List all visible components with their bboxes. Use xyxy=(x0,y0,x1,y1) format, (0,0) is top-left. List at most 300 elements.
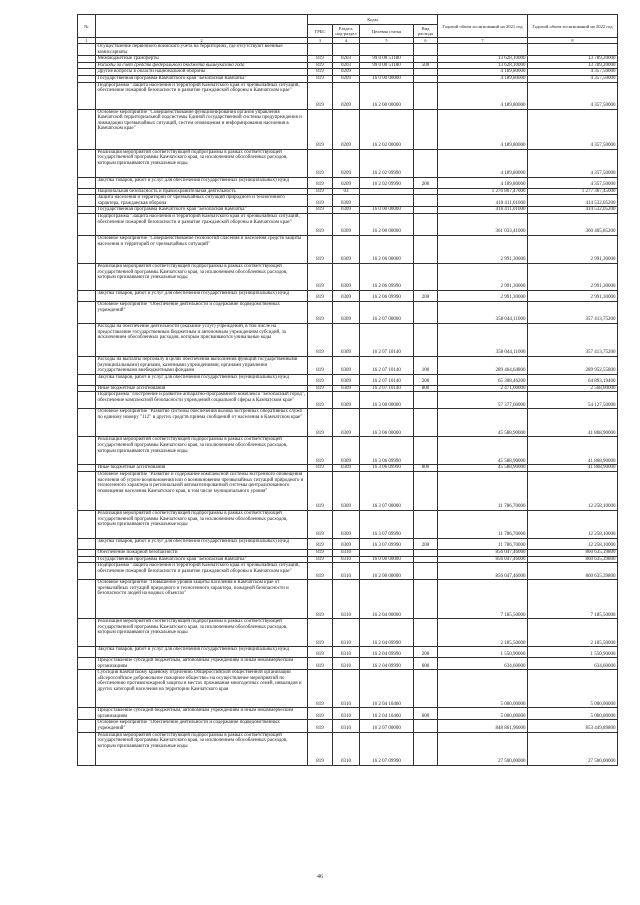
row-number-cell xyxy=(78,188,96,195)
row-section-cell: 0309 xyxy=(333,290,360,301)
row-name-cell: Предоставление субсидий бюджетным, автономным учреждениям и иным некоммерческим организациям xyxy=(96,658,308,670)
row-number-cell xyxy=(78,263,96,290)
row-amount-2022-cell: 12 258,10000 xyxy=(528,538,618,549)
row-name-cell: Государственная программа Камчатского края "Безопасная Камчатка" xyxy=(96,207,308,214)
row-name-cell: Государственная программа Камчатского края "Безопасная Камчатка" xyxy=(96,556,308,563)
row-target-cell: 16 2 06 09990 xyxy=(360,290,414,301)
row-number-cell xyxy=(78,44,96,56)
index-cell: 8 xyxy=(528,38,618,44)
row-section-cell: 0310 xyxy=(333,619,360,647)
row-number-cell xyxy=(78,301,96,323)
row-grbs-cell: 819 xyxy=(308,670,333,708)
row-amount-2021-cell: 634,60000 xyxy=(438,658,528,670)
row-target-cell: 16 2 04 10460 xyxy=(360,708,414,720)
row-vid-cell xyxy=(414,75,438,82)
row-number-cell xyxy=(78,563,96,580)
row-number-cell xyxy=(78,290,96,301)
row-grbs-cell: 819 xyxy=(308,563,333,580)
row-amount-2022-cell: 860 635,39800 xyxy=(528,556,618,563)
row-vid-cell xyxy=(414,207,438,214)
index-cell: 4 xyxy=(333,38,360,44)
budget-table xyxy=(77,14,618,766)
row-amount-2021-cell: 11 786,70000 xyxy=(438,471,528,510)
row-amount-2021-cell: 361 033,41000 xyxy=(438,213,528,235)
row-section-cell: 0310 xyxy=(333,549,360,556)
row-name-cell: Реализация мероприятий соответствующей подпрограммы в рамках соответствующей государственной программы Камчатского края, за исключением обособленных расходов, которым присваиваются уникальные коды xyxy=(96,149,308,177)
row-target-cell xyxy=(360,44,414,56)
row-name-cell: Расходы на выплаты персоналу в целях обеспечения выполнения функций государственными (муниципальными) органами, казенными учреждениями, органами управления государственными внебюджетными фондами xyxy=(96,356,308,374)
table-row xyxy=(78,149,618,177)
row-number-cell xyxy=(78,708,96,720)
index-cell: 3 xyxy=(308,38,333,44)
table-row xyxy=(78,263,618,290)
row-section-cell: 0209 xyxy=(333,75,360,82)
row-amount-2021-cell: 5 000,00000 xyxy=(438,708,528,720)
row-amount-2021-cell: 45 588,90000 xyxy=(438,409,528,437)
row-grbs-cell: 819 xyxy=(308,538,333,549)
row-name-cell: Основное мероприятие "Развитие и содержание комплексной системы экстренного оповещения населения об угрозе возникновения или о возникновении чрезвычайных ситуаций природного и техногенного характера и региональной автоматизированной системы централизованного оповещения населения Камчатского края, в том числе муниципального уровня" xyxy=(96,471,308,510)
row-amount-2021-cell: 2 991,30000 xyxy=(438,290,528,301)
row-number-cell xyxy=(78,437,96,465)
row-name-cell: Подпрограмма "Защита населения и территорий Камчатского края от чрезвычайных ситуаций, обеспечение пожарной безопасности и развитие гражданской обороны в Камчатском крае" xyxy=(96,82,308,109)
table-row xyxy=(78,619,618,647)
row-target-cell: 16 2 02 00000 xyxy=(360,109,414,149)
index-cell: 2 xyxy=(96,38,308,44)
table-row xyxy=(78,109,618,149)
row-name-cell: Реализация мероприятий соответствующей подпрограммы в рамках соответствующей государственной программы Камчатского края, за исключением обособленных расходов, которым присваиваются уникальные коды xyxy=(96,263,308,290)
row-number-cell xyxy=(78,82,96,109)
table-row xyxy=(78,556,618,563)
row-target-cell: 16 3 07 00000 xyxy=(360,471,414,510)
row-number-cell xyxy=(78,392,96,409)
table-row xyxy=(78,658,618,670)
row-section-cell: 0310 xyxy=(333,670,360,708)
row-section-cell: 0209 xyxy=(333,177,360,188)
row-grbs-cell: 819 xyxy=(308,69,333,76)
row-name-cell: Другие вопросы в области национальной обороны xyxy=(96,69,308,76)
row-target-cell: 16 3 06 09990 xyxy=(360,465,414,472)
row-section-cell: 0310 xyxy=(333,563,360,580)
row-vid-cell xyxy=(414,188,438,195)
row-grbs-cell: 819 xyxy=(308,708,333,720)
row-target-cell: 16 2 04 10460 xyxy=(360,670,414,708)
row-vid-cell xyxy=(414,720,438,732)
row-grbs-cell: 819 xyxy=(308,549,333,556)
row-grbs-cell: 819 xyxy=(308,213,333,235)
row-amount-2022-cell: 2 185,50000 xyxy=(528,619,618,647)
row-section-cell: 0309 xyxy=(333,409,360,437)
row-amount-2021-cell: 5 000,00000 xyxy=(438,670,528,708)
row-name-cell: Основное мероприятие "Обеспечение деятельности и содержание подведомственных учреждений" xyxy=(96,720,308,732)
row-amount-2021-cell: 2 991,30000 xyxy=(438,235,528,263)
row-amount-2022-cell: 5 000,00000 xyxy=(528,670,618,708)
row-name-cell: Расходы на обеспечение деятельности (оказание услуг) учреждений, в том числе на предоставление государственным бюджетным и автономным учреждениям субсидий, за исключением обособленных расходов, которым присваиваются уникальные коды xyxy=(96,323,308,356)
row-section-cell: 0309 xyxy=(333,437,360,465)
row-grbs-cell: 819 xyxy=(308,619,333,647)
row-amount-2022-cell: 853 449,89800 xyxy=(528,720,618,732)
row-amount-2022-cell: 41 868,90000 xyxy=(528,409,618,437)
row-grbs-cell: 819 xyxy=(308,82,333,109)
row-grbs-cell: 819 xyxy=(308,374,333,385)
row-target-cell: 16 0 00 00000 xyxy=(360,556,414,563)
row-amount-2021-cell: 2 991,30000 xyxy=(438,263,528,290)
row-amount-2021-cell: 4 189,80000 xyxy=(438,75,528,82)
row-amount-2022-cell: 12 258,10000 xyxy=(528,510,618,538)
row-section-cell: 0309 xyxy=(333,356,360,374)
row-target-cell: 16 3 06 00000 xyxy=(360,409,414,437)
row-amount-2022-cell: 414 532,05200 xyxy=(528,207,618,214)
row-grbs-cell: 819 xyxy=(308,465,333,472)
row-target-cell: 16 2 07 00000 xyxy=(360,720,414,732)
row-amount-2022-cell: 54 127,50000 xyxy=(528,392,618,409)
row-amount-2022-cell: 4 357,50000 xyxy=(528,75,618,82)
row-name-cell: Предоставление субсидий бюджетным, автономным учреждениям и иным некоммерческим организациям xyxy=(96,708,308,720)
row-number-cell xyxy=(78,235,96,263)
row-name-cell: Подпрограмма "Защита населения и территорий Камчатского края от чрезвычайных ситуаций, обеспечение пожарной безопасности и развитие гражданской обороны в Камчатском крае" xyxy=(96,563,308,580)
row-grbs-cell: 819 xyxy=(308,56,333,63)
row-number-cell xyxy=(78,62,96,69)
table-row xyxy=(78,510,618,538)
row-section-cell: 0309 xyxy=(333,213,360,235)
row-section-cell: 0309 xyxy=(333,471,360,510)
row-number-cell xyxy=(78,195,96,207)
row-target-cell: 16 2 07 00000 xyxy=(360,301,414,323)
row-vid-cell xyxy=(414,563,438,580)
row-vid-cell xyxy=(414,195,438,207)
table-row xyxy=(78,437,618,465)
row-vid-cell: 600 xyxy=(414,708,438,720)
row-vid-cell xyxy=(414,392,438,409)
row-target-cell: 16 2 06 09990 xyxy=(360,263,414,290)
row-amount-2021-cell: 4 189,80000 xyxy=(438,177,528,188)
table-row xyxy=(78,62,618,69)
table-row xyxy=(78,207,618,214)
row-grbs-cell: 819 xyxy=(308,732,333,765)
row-amount-2021-cell: 856 047,46000 xyxy=(438,549,528,556)
row-amount-2021-cell: 1 276 867,47000 xyxy=(438,188,528,195)
row-number-cell xyxy=(78,323,96,356)
row-amount-2022-cell: 64 893,19400 xyxy=(528,374,618,385)
row-grbs-cell: 819 xyxy=(308,290,333,301)
row-number-cell xyxy=(78,409,96,437)
row-vid-cell xyxy=(414,670,438,708)
row-amount-2022-cell: 4 357,50000 xyxy=(528,149,618,177)
row-vid-cell: 200 xyxy=(414,177,438,188)
row-amount-2022-cell: 4 357,50000 xyxy=(528,109,618,149)
row-amount-2022-cell: 360 405,85200 xyxy=(528,213,618,235)
table-row xyxy=(78,647,618,658)
row-name-cell: Закупка товаров, работ и услуг для обеспечения государственных (муниципальных) нужд xyxy=(96,647,308,658)
row-amount-2022-cell: 4 357,50000 xyxy=(528,82,618,109)
row-amount-2022-cell: 2 991,30000 xyxy=(528,263,618,290)
row-amount-2022-cell: 7 185,50000 xyxy=(528,580,618,619)
row-amount-2021-cell: 856 047,46000 xyxy=(438,556,528,563)
row-vid-cell xyxy=(414,301,438,323)
header-year-2021: Годовой объем ассигнований на 2021 год xyxy=(438,15,528,38)
row-number-cell xyxy=(78,658,96,670)
row-vid-cell: 200 xyxy=(414,647,438,658)
row-amount-2022-cell: 41 868,90000 xyxy=(528,465,618,472)
row-grbs-cell: 819 xyxy=(308,437,333,465)
row-number-cell xyxy=(78,619,96,647)
row-amount-2021-cell: 11 786,70000 xyxy=(438,510,528,538)
budget-table-sheet xyxy=(77,14,617,766)
row-section-cell: 0309 xyxy=(333,235,360,263)
row-name-cell: Закупка товаров, работ и услуг для обеспечения государственных (муниципальных) нужд xyxy=(96,374,308,385)
row-section-cell: 0309 xyxy=(333,510,360,538)
page-number: 46 xyxy=(317,874,323,880)
row-grbs-cell: 819 xyxy=(308,263,333,290)
row-amount-2021-cell: 45 588,90000 xyxy=(438,437,528,465)
row-amount-2021-cell: 45 588,90000 xyxy=(438,465,528,472)
row-target-cell: 16 2 07 10140 xyxy=(360,356,414,374)
row-vid-cell xyxy=(414,56,438,63)
row-amount-2021-cell: 1 550,90000 xyxy=(438,647,528,658)
row-number-cell xyxy=(78,465,96,472)
row-amount-2022-cell: 2 568,00000 xyxy=(528,385,618,392)
row-amount-2021-cell: 27 500,00000 xyxy=(438,732,528,765)
row-grbs-cell: 819 xyxy=(308,75,333,82)
row-section-cell: 0309 xyxy=(333,465,360,472)
row-name-cell: Основное мероприятие "Обеспечение деятельности и содержание подведомственных учреждений" xyxy=(96,301,308,323)
row-target-cell: 16 2 07 10140 xyxy=(360,323,414,356)
row-number-cell xyxy=(78,732,96,765)
table-row xyxy=(78,549,618,556)
row-grbs-cell: 819 xyxy=(308,658,333,670)
row-vid-cell xyxy=(414,619,438,647)
row-amount-2021-cell: 4 189,80000 xyxy=(438,149,528,177)
table-header xyxy=(78,15,618,44)
row-target-cell: 99 0 00 51180 xyxy=(360,56,414,63)
row-section-cell: 0203 xyxy=(333,62,360,69)
row-target-cell: 99 0 00 51180 xyxy=(360,62,414,69)
row-grbs-cell xyxy=(308,44,333,56)
row-vid-cell xyxy=(414,510,438,538)
row-amount-2022-cell: 13 789,20000 xyxy=(528,56,618,63)
row-amount-2021-cell: 57 377,60000 xyxy=(438,392,528,409)
table-row xyxy=(78,720,618,732)
row-section-cell: 0310 xyxy=(333,720,360,732)
row-name-cell: Основное мероприятие "Повышение уровня защиты населения в Камчатском крае от чрезвычайных ситуаций природного и техногенного характера, пожарной безопасности и безопасности людей на водных объектах" xyxy=(96,580,308,619)
header-section: Раздел, под-раздел xyxy=(333,25,360,38)
row-grbs-cell: 819 xyxy=(308,510,333,538)
table-row xyxy=(78,213,618,235)
row-vid-cell xyxy=(414,549,438,556)
row-grbs-cell: 819 xyxy=(308,580,333,619)
row-section-cell: 0310 xyxy=(333,658,360,670)
row-number-cell xyxy=(78,213,96,235)
row-amount-2021-cell: 4 189,80000 xyxy=(438,82,528,109)
header-name-column xyxy=(96,15,308,38)
row-vid-cell: 200 xyxy=(414,538,438,549)
row-amount-2021-cell: 856 047,46000 xyxy=(438,563,528,580)
row-section-cell: 0310 xyxy=(333,732,360,765)
row-name-cell: Основное мероприятие "Совершенствование функционирования органов управления Камчатской территориальной подсистемы Единой государственной системы предупреждения и ликвидации чрезвычайных ситуаций, систем оповещения и информирования населения в Камчатском крае" xyxy=(96,109,308,149)
row-grbs-cell: 819 xyxy=(308,188,333,195)
row-name-cell: Субсидия Камчатскому краевому отделению Общероссийской общественной организации «Всероссийское добровольное пожарное общество» на осуществление мероприятий по обеспечению противопожарной защиты в местах проживания многодетных семей, инвалидов и других категорий населения на территории Камчатского края xyxy=(96,670,308,708)
row-target-cell: 16 2 06 00000 xyxy=(360,235,414,263)
row-number-cell xyxy=(78,75,96,82)
row-target-cell: 16 3 07 09990 xyxy=(360,538,414,549)
row-number-cell xyxy=(78,471,96,510)
header-codes: Коды xyxy=(308,15,438,25)
row-section-cell: 0310 xyxy=(333,580,360,619)
row-amount-2022-cell xyxy=(528,44,618,56)
row-amount-2021-cell: 4 189,80000 xyxy=(438,109,528,149)
row-vid-cell: 100 xyxy=(414,356,438,374)
row-target-cell xyxy=(360,549,414,556)
row-vid-cell xyxy=(414,263,438,290)
row-target-cell: 16 2 04 09990 xyxy=(360,619,414,647)
table-row xyxy=(78,323,618,356)
row-number-cell xyxy=(78,720,96,732)
table-row xyxy=(78,670,618,708)
row-section-cell: 0309 xyxy=(333,385,360,392)
row-amount-2021-cell: 418 411,01000 xyxy=(438,195,528,207)
row-section-cell: 0209 xyxy=(333,109,360,149)
row-amount-2021-cell: 13 628,10000 xyxy=(438,56,528,63)
row-name-cell: Защита населения и территории от чрезвычайных ситуаций природного и техногенного характера, гражданская оборона xyxy=(96,195,308,207)
row-grbs-cell: 819 xyxy=(308,62,333,69)
row-number-cell xyxy=(78,149,96,177)
row-amount-2021-cell: 358 044,11000 xyxy=(438,323,528,356)
row-grbs-cell: 819 xyxy=(308,195,333,207)
table-row xyxy=(78,56,618,63)
row-vid-cell xyxy=(414,149,438,177)
row-number-cell xyxy=(78,109,96,149)
row-number-cell xyxy=(78,580,96,619)
table-row xyxy=(78,235,618,263)
row-grbs-cell: 819 xyxy=(308,301,333,323)
row-vid-cell xyxy=(414,409,438,437)
row-target-cell xyxy=(360,69,414,76)
row-number-cell xyxy=(78,549,96,556)
index-cell: 5 xyxy=(360,38,414,44)
table-row xyxy=(78,356,618,374)
row-amount-2022-cell: 357 413,75200 xyxy=(528,301,618,323)
row-vid-cell xyxy=(414,471,438,510)
row-section-cell: 0310 xyxy=(333,647,360,658)
table-row xyxy=(78,177,618,188)
row-number-cell xyxy=(78,670,96,708)
row-vid-cell xyxy=(414,69,438,76)
row-grbs-cell: 819 xyxy=(308,720,333,732)
row-vid-cell: 800 xyxy=(414,385,438,392)
row-target-cell: 16 2 00 00000 xyxy=(360,213,414,235)
row-name-cell: Иные бюджетные ассигнования xyxy=(96,465,308,472)
table-row xyxy=(78,409,618,437)
table-row xyxy=(78,392,618,409)
table-row xyxy=(78,69,618,76)
row-name-cell: Закупка товаров, работ и услуг для обеспечения государственных (муниципальных) нужд xyxy=(96,177,308,188)
row-number-cell xyxy=(78,69,96,76)
row-amount-2022-cell: 1 277 367,45000 xyxy=(528,188,618,195)
row-amount-2022-cell: 27 500,00000 xyxy=(528,732,618,765)
row-amount-2022-cell: 2 991,30000 xyxy=(528,290,618,301)
row-number-cell xyxy=(78,510,96,538)
row-target-cell: 16 2 07 09990 xyxy=(360,732,414,765)
row-vid-cell: 600 xyxy=(414,658,438,670)
row-number-cell xyxy=(78,207,96,214)
row-grbs-cell: 819 xyxy=(308,207,333,214)
row-number-cell xyxy=(78,538,96,549)
row-vid-cell: 200 xyxy=(414,374,438,385)
row-grbs-cell: 819 xyxy=(308,409,333,437)
row-number-cell xyxy=(78,556,96,563)
row-grbs-cell: 819 xyxy=(308,149,333,177)
row-grbs-cell: 819 xyxy=(308,385,333,392)
row-amount-2021-cell xyxy=(438,44,528,56)
header-year-2022: Годовой объем ассигнований на 2022 год xyxy=(528,15,618,38)
row-name-cell: Иные бюджетные ассигнования xyxy=(96,385,308,392)
row-name-cell: Обеспечение пожарной безопасности xyxy=(96,549,308,556)
row-section-cell: 0309 xyxy=(333,301,360,323)
row-grbs-cell: 819 xyxy=(308,356,333,374)
row-section-cell: 0310 xyxy=(333,556,360,563)
row-amount-2021-cell: 2 185,50000 xyxy=(438,619,528,647)
row-grbs-cell: 819 xyxy=(308,109,333,149)
row-section-cell: 0203 xyxy=(333,56,360,63)
row-name-cell: Основное мероприятие "Развитие системы обеспечения вызова экстренных оперативных служб по единому номеру "112" и других средств приема сообщений от населения в Камчатском крае" xyxy=(96,409,308,437)
row-section-cell: 0309 xyxy=(333,195,360,207)
table-row xyxy=(78,44,618,56)
row-amount-2021-cell: 11 786,70000 xyxy=(438,538,528,549)
row-target-cell: 16 2 04 09990 xyxy=(360,658,414,670)
table-row xyxy=(78,188,618,195)
index-cell: 1 xyxy=(78,38,96,44)
row-vid-cell xyxy=(414,44,438,56)
row-vid-cell: 500 xyxy=(414,62,438,69)
row-name-cell: Государственная программа Камчатского края "Безопасная Камчатка" xyxy=(96,75,308,82)
table-row xyxy=(78,75,618,82)
row-amount-2022-cell: 41 868,90000 xyxy=(528,437,618,465)
header-grbs: ГРБС xyxy=(308,25,333,38)
row-amount-2022-cell: 12 258,10000 xyxy=(528,471,618,510)
row-section-cell: 0309 xyxy=(333,207,360,214)
row-target-cell: 16 2 07 10140 xyxy=(360,385,414,392)
row-amount-2022-cell: 860 635,39800 xyxy=(528,549,618,556)
row-number-cell xyxy=(78,385,96,392)
row-section-cell: 0309 xyxy=(333,374,360,385)
row-amount-2022-cell: 4 357,50000 xyxy=(528,69,618,76)
row-amount-2022-cell: 5 000,00000 xyxy=(528,708,618,720)
row-target-cell: 16 0 00 00000 xyxy=(360,75,414,82)
row-name-cell: Реализация мероприятий соответствующей подпрограммы в рамках соответствующей государственной программы Камчатского края, за исключением обособленных расходов, которым присваиваются уникальные коды xyxy=(96,619,308,647)
row-target-cell: 16 2 00 00000 xyxy=(360,563,414,580)
row-amount-2022-cell: 860 635,39800 xyxy=(528,563,618,580)
table-row xyxy=(78,374,618,385)
row-amount-2022-cell: 634,60000 xyxy=(528,658,618,670)
row-vid-cell xyxy=(414,580,438,619)
row-vid-cell xyxy=(414,556,438,563)
row-amount-2022-cell: 289 952,55800 xyxy=(528,356,618,374)
row-amount-2021-cell: 7 185,50000 xyxy=(438,580,528,619)
header-target: Целевая статья xyxy=(360,25,414,38)
row-grbs-cell: 819 xyxy=(308,177,333,188)
row-section-cell: 03 xyxy=(333,188,360,195)
header-vid: Вид расхода xyxy=(414,25,438,38)
row-name-cell: Расходы за счет средств федерального бюджета вышеуказано года xyxy=(96,62,308,69)
row-name-cell: Реализация мероприятий соответствующей подпрограммы в рамках соответствующей государственной программы Камчатского края, за исключением обособленных расходов, которым присваиваются уникальные коды xyxy=(96,510,308,538)
row-name-cell: Осуществление первичного воинского учета на территориях, где отсутствуют военные комиссариаты xyxy=(96,44,308,56)
table-row xyxy=(78,471,618,510)
row-vid-cell xyxy=(414,82,438,109)
row-number-cell xyxy=(78,356,96,374)
row-vid-cell: 800 xyxy=(414,465,438,472)
row-amount-2021-cell: 848 861,96000 xyxy=(438,720,528,732)
row-grbs-cell: 819 xyxy=(308,392,333,409)
row-amount-2022-cell: 2 991,30000 xyxy=(528,235,618,263)
